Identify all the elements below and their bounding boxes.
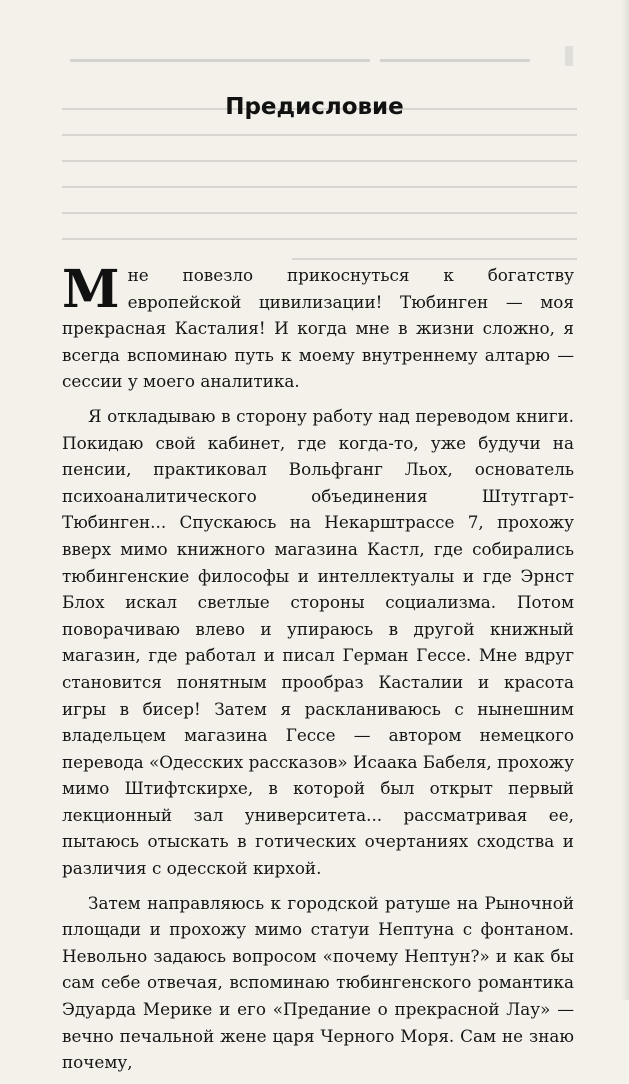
show-through-text [62, 102, 577, 262]
drop-cap: М [62, 259, 120, 320]
body-text [62, 259, 574, 1084]
chapter-title: Предисловие [225, 94, 404, 120]
page-edge [621, 0, 629, 1000]
paragraph-1-text: не повезло прикоснуться к богатству европейской цивилизации! Тюбинген — моя прекрасная Касталия! И когда мне в жизни сложно, я всегда вспоминаю путь к моему внутреннему алтарю — сессии у моего аналитика. [62, 265, 574, 392]
paragraph-2: Я откладываю в сторону работу над переводом книги. Покидаю свой кабинет, где когда-то, уже будучи на пенсии, практиковал Вольфганг Льох, основатель психоаналитического объединения Штутгарт-Тюбинген... Спускаюсь на Некарштрассе 7, прохожу вверх мимо книжного магазина Кастл, где собирались тюбингенские философы и интеллектуалы и где Эрнст Блох искал светлые стороны социализма. Потом поворачиваю влево и упираюсь в другой книжный магазин, где работал и писал Герман Гессе. Мне вдруг становится понятным прообраз Касталии и красота игры в бисер! Затем я раскланиваюсь с нынешним владельцем магазина Гессе — автором немецкого перевода «Одесских рассказов» Исаака Бабеля, прохожу мимо Штифтскирхе, в которой был открыт первый лекционный зал университета... рассматривая ее, пытаюсь отыскать в готических очертаниях сходства и различия с одесской кирхой. [62, 405, 574, 879]
paragraph-1 [62, 259, 574, 395]
paragraph-3: Затем направляюсь к городской ратуше на Рыночной площади и прохожу мимо статуи Нептуна с фонтаном. Невольно задаюсь вопросом «почему Нептун?» и как бы сам себе отвечая, вспоминаю тюбингенского романтика Эдуарда Мерике и его «Предание о прекрасной Лау» — вечно печальной жене царя Черного Моря. Сам не знаю почему, [62, 892, 574, 1073]
show-through-page-mark [565, 46, 573, 66]
show-through-running-header [70, 54, 540, 68]
